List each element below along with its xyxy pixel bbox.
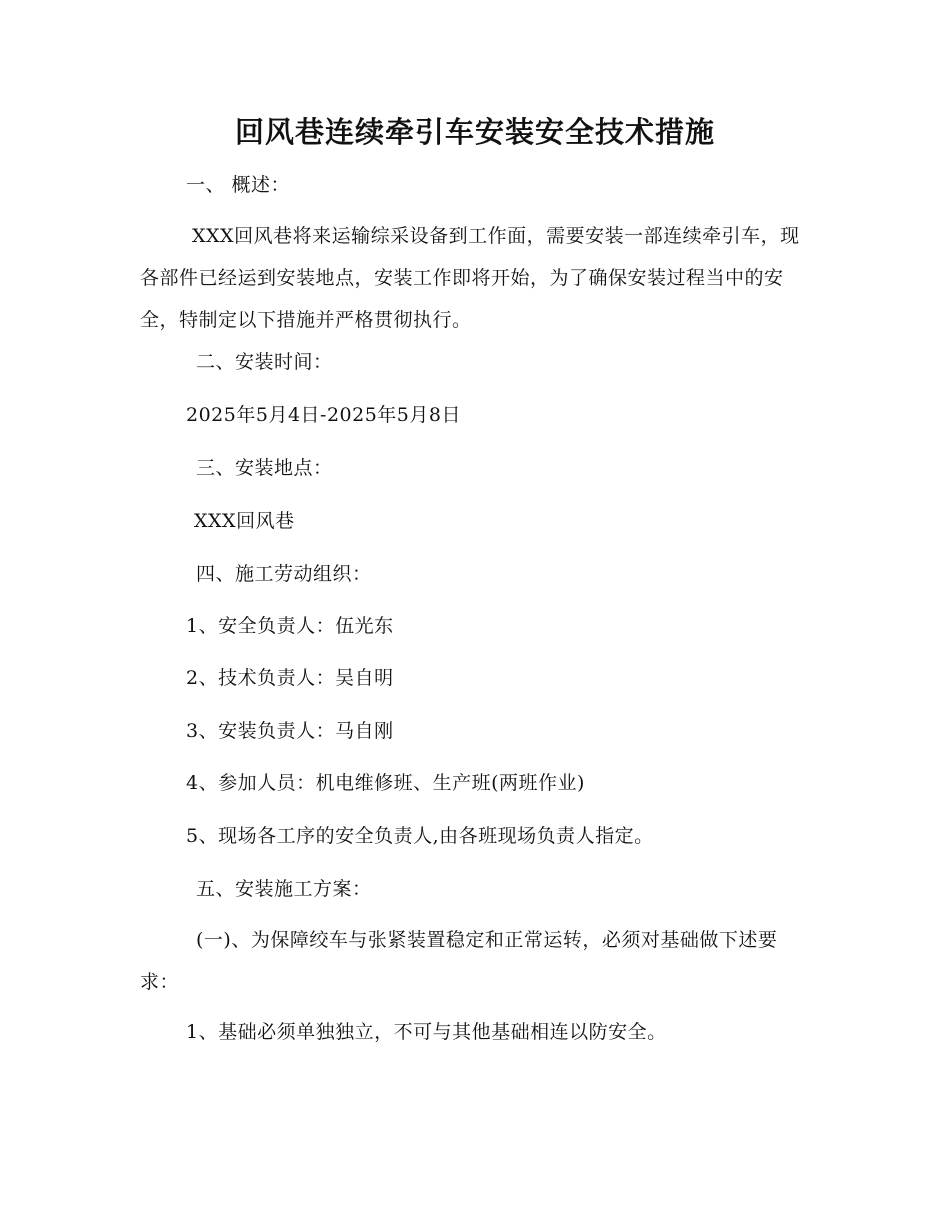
section-heading-overview: 一、 概述： bbox=[186, 174, 291, 196]
section-heading-install-location: 三、安装地点： bbox=[196, 457, 333, 479]
install-location-value: XXX回风巷 bbox=[194, 510, 295, 532]
labor-item: 5、现场各工序的安全负责人,由各班现场负责人指定。 bbox=[186, 825, 654, 847]
labor-item: 3、安装负责人：马自刚 bbox=[186, 720, 394, 742]
install-plan-subsection: (一)、为保障绞车与张紧装置稳定和正常运转，必须对基础做下述要求： bbox=[140, 929, 778, 993]
document-title: 回风巷连续牵引车安装安全技术措施 bbox=[234, 115, 715, 149]
overview-paragraph: XXX回风巷将来运输综采设备到工作面，需要安装一部连续牵引车，现各部件已经运到安装地点，安装工作即将开始，为了确保安装过程当中的安全，特制定以下措施并严格贯彻执行。 bbox=[140, 225, 800, 331]
section-heading-install-plan: 五、安装施工方案： bbox=[196, 878, 372, 900]
section-heading-labor-organization: 四、施工劳动组织： bbox=[196, 563, 372, 585]
labor-item: 4、参加人员：机电维修班、生产班(两班作业) bbox=[186, 772, 585, 794]
install-time-value: 2025年5月4日-2025年5月8日 bbox=[186, 404, 461, 426]
section-heading-install-time: 二、安装时间： bbox=[196, 351, 333, 373]
labor-item: 2、技术负责人：吴自明 bbox=[186, 667, 394, 689]
install-plan-item: 1、基础必须单独独立，不可与其他基础相连以防安全。 bbox=[186, 1021, 667, 1043]
labor-item: 1、安全负责人：伍光东 bbox=[186, 615, 394, 637]
